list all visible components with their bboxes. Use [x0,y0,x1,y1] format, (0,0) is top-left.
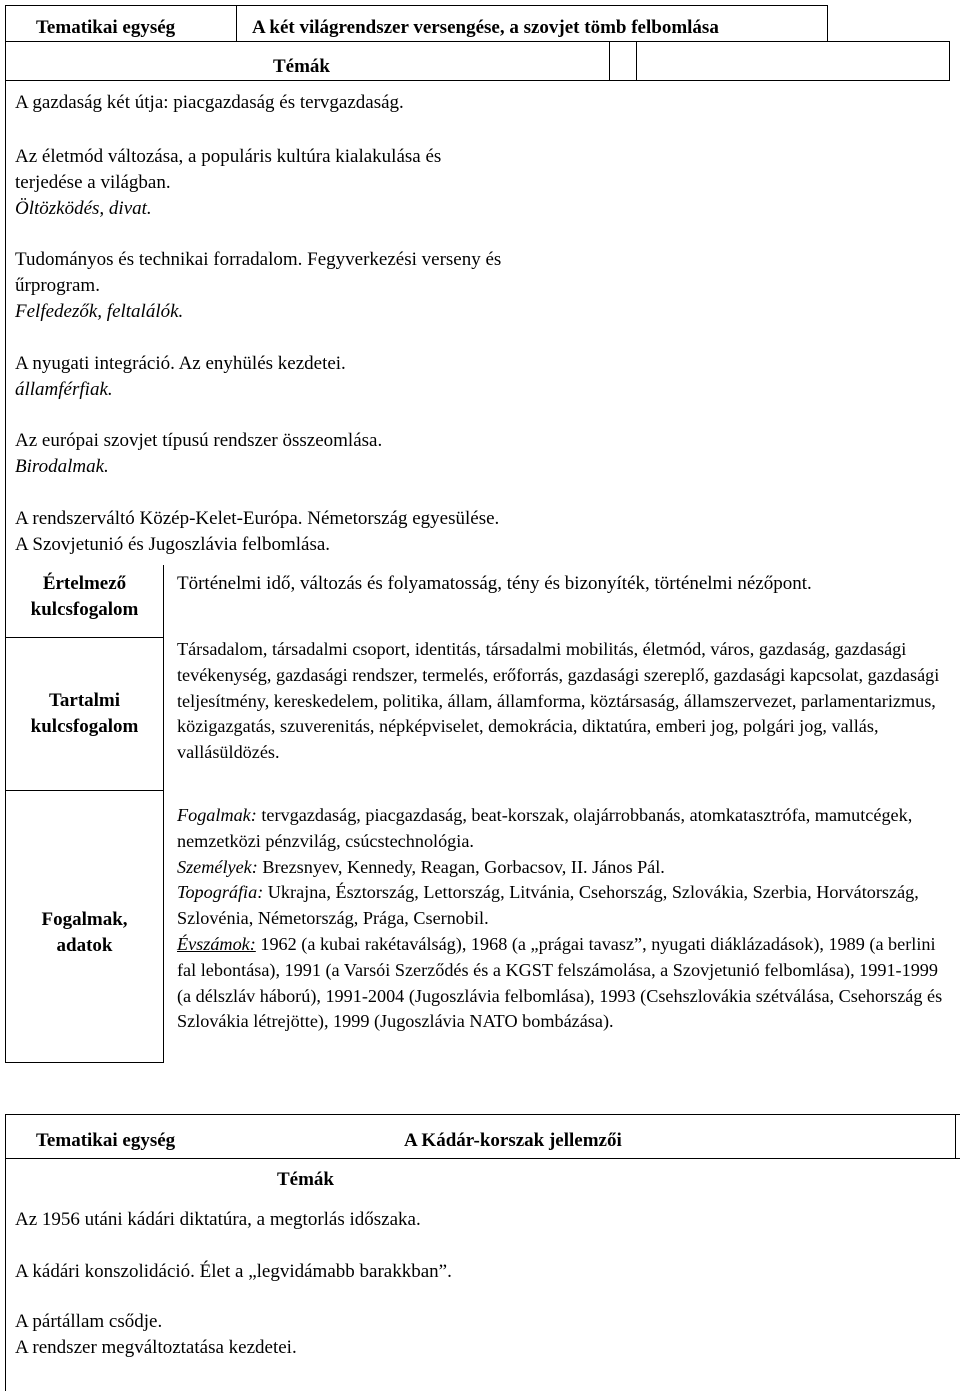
table1-topic-6: A rendszerváltó Közép-Kelet-Európa. Németország egyesülése. A Szovjetunió és Jugoszlávia felbomlása. [15,508,500,555]
ertelmezo-label: Értelmező kulcsfogalom [30,573,139,620]
tartalmi-label: Tartalmi kulcsfogalom [30,690,139,737]
topografia-key: Topográfia: [177,882,264,903]
table2-topic-3: A pártállam csődje. [15,1311,163,1332]
fogalmak-key: Fogalmak: [177,805,257,825]
table1-header-title: A két világrendszer versengése, a szovjet tömb felbomlása [252,17,719,38]
table1-header-label: Tematikai egység [36,17,176,38]
table2-topic-1: Az 1956 utáni kádári diktatúra, a megtorlás időszaka. [15,1209,421,1230]
fogalmak-label: Fogalmak, adatok [41,909,128,956]
table2-header-title: A Kádár-korszak jellemzői [404,1130,622,1151]
ertelmezo-text: Történelmi idő, változás és folyamatosság, tény és bizonyíték, történelmi nézőpont. [177,573,812,594]
table2-header-label: Tematikai egység [36,1130,176,1151]
table1-topic-4: A nyugati integráció. Az enyhülés kezdetei. államférfiak. [15,353,346,400]
tartalmi-text: Társadalom, társadalmi csoport, identitás, társadalmi mobilitás, életmód, város, gazdaság, gazdasági tevékenység, gazdasági rendszer, termelés, erőforrás, gazdasági szereplő, gazdasági kapcsolat, gazdasági teljesítmény, kereskedelem, politika, állam, államforma, köztársaság, államszervezet, parlamentarizmus, közigazgatás, szuverenitás, népképviselet, demokrácia, diktatúra, emberi jog, polgári jog, vallás, vallásüldözés. [177,639,940,763]
evszamok-key: Évszámok: [177,933,256,954]
table1-topic-2: Az életmód változása, a populáris kultúra kialakulása és terjedése a világban. Öltözködés, divat. [15,146,442,219]
table2-temak-label: Témák [277,1169,334,1190]
szemelyek-key: Személyek: [177,856,258,877]
table2-topic-2: A kádári konszolidáció. Élet a „legvidámabb barakkban”. [15,1261,452,1282]
fogalmak-text: Fogalmak: tervgazdaság, piacgazdaság, beat-korszak, olajárrobbanás, atomkatasztrófa, mamutcégek, nemzetközi pénzvilág, csúcstechnológia. Személyek: Brezsnyev, Kennedy, Reagan, Gorbacsov, II. János Pál. Topográfia: Ukrajna, Észtország, Lettország, Litvánia, Csehország, Szlovákia, Szerbia, Horvátország, Szlovénia, Németország, Prága, Csernobil. Évszámok: 1962 (a kubai rakétaválság), 1968 (a „prágai tavasz”, nyugati diáklázadások), 1989 (a berlini fal lebontása), 1991 (a Varsói Szerződés és a KGST felszámolása, a Szovjetunió felbomlása), 1991-1999 (a délszláv háború), 1991-2004 (Jugoszlávia felbomlása), 1993 (Csehszlovákia szétválása, Csehország és Szlovákia létrejötte), 1999 (Jugoszlávia NATO bombázása). [177,805,943,1032]
table2-topic-4: A rendszer megváltoztatása kezdetei. [15,1337,297,1358]
table1-temak-label: Témák [273,56,330,77]
table1-topic-3: Tudományos és technikai forradalom. Fegyverkezési verseny és űrprogram. Felfedezők, feltalálók. [15,249,502,322]
table1-topic-1: A gazdaság két útja: piacgazdaság és tervgazdaság. [15,92,404,113]
table1-topic-5: Az európai szovjet típusú rendszer összeomlása. Birodalmak. [15,430,383,477]
